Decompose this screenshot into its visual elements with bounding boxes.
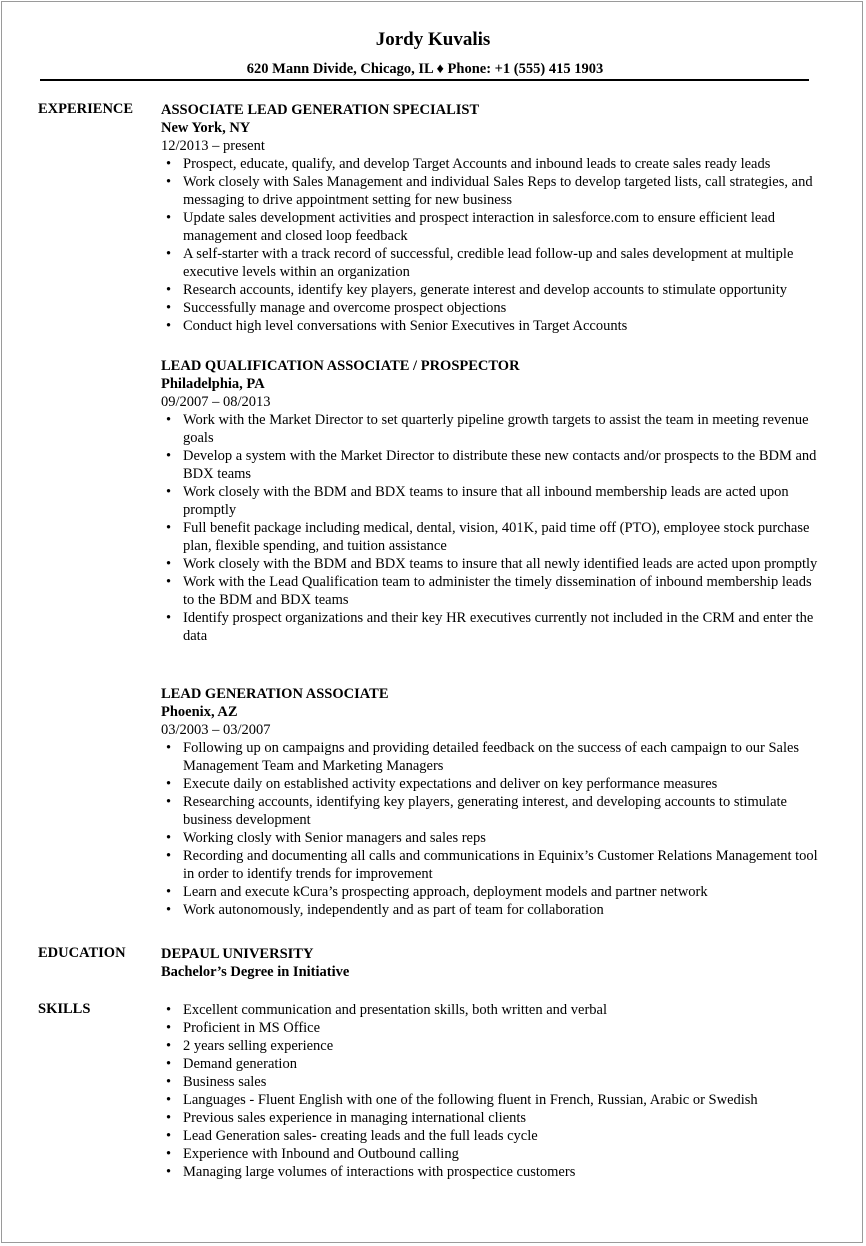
bullet-item: • Successfully manage and overcome prospect objections <box>161 299 821 317</box>
skill-item: • Managing large volumes of interactions with prospectice customers <box>161 1163 821 1181</box>
skills-heading: SKILLS <box>38 1001 91 1017</box>
skill-item: • Demand generation <box>161 1055 821 1073</box>
education-heading: EDUCATION <box>38 945 126 961</box>
candidate-name: Jordy Kuvalis <box>375 29 491 50</box>
bullet-item: • Following up on campaigns and providing detailed feedback on the success of each campaign to our Sales Management Team and Marketing Managers <box>161 739 821 775</box>
bullet-item: • Develop a system with the Market Director to distribute these new contacts and/or prospects to the BDM and BDX teams <box>161 447 821 483</box>
job-2 <box>161 357 821 645</box>
skills-list <box>161 1001 821 1181</box>
bullet-item: • Learn and execute kCura’s prospecting approach, deployment models and partner network <box>161 883 821 901</box>
job-title: LEAD QUALIFICATION ASSOCIATE / PROSPECTOR <box>161 358 520 374</box>
bullet-item: • A self-starter with a track record of successful, credible lead follow-up and sales development at multiple executive levels within an organization <box>161 245 821 281</box>
skill-item: • Previous sales experience in managing international clients <box>161 1109 821 1127</box>
skills-block <box>161 1001 821 1181</box>
skill-item: • 2 years selling experience <box>161 1037 821 1055</box>
job-bullets <box>161 411 821 645</box>
bullet-item: • Work autonomously, independently and as part of team for collaboration <box>161 901 821 919</box>
bullet-item: • Research accounts, identify key players, generate interest and develop accounts to stimulate opportunity <box>161 281 821 299</box>
job-location: Phoenix, AZ <box>161 704 238 720</box>
job-dates: 03/2003 – 03/2007 <box>161 722 271 738</box>
job-1 <box>161 101 821 335</box>
experience-heading: EXPERIENCE <box>38 101 134 117</box>
bullet-item: • Work closely with the BDM and BDX teams to insure that all inbound membership leads are acted upon promptly <box>161 483 821 519</box>
bullet-item: • Full benefit package including medical, dental, vision, 401K, paid time off (PTO), employee stock purchase plan, flexible spending, and tuition assistance <box>161 519 821 555</box>
bullet-item: • Update sales development activities and prospect interaction in salesforce.com to ensure efficient lead management and closed loop feedback <box>161 209 821 245</box>
bullet-item: • Identify prospect organizations and their key HR executives currently not included in the CRM and enter the data <box>161 609 821 645</box>
job-title: LEAD GENERATION ASSOCIATE <box>161 686 389 702</box>
skill-item: • Languages - Fluent English with one of the following fluent in French, Russian, Arabic or Swedish <box>161 1091 821 1109</box>
job-bullets <box>161 739 821 919</box>
skill-item: • Lead Generation sales- creating leads and the full leads cycle <box>161 1127 821 1145</box>
bullet-item: • Prospect, educate, qualify, and develop Target Accounts and inbound leads to create sales ready leads <box>161 155 821 173</box>
degree: Bachelor’s Degree in Initiative <box>161 964 350 980</box>
bullet-item: • Recording and documenting all calls and communications in Equinix’s Customer Relations Management tool in order to identify trends for improvement <box>161 847 821 883</box>
bullet-item: • Work closely with Sales Management and individual Sales Reps to develop targeted lists, call strategies, and messaging to drive appointment setting for new business <box>161 173 821 209</box>
bullet-item: • Researching accounts, identifying key players, generating interest, and developing accounts to stimulate business development <box>161 793 821 829</box>
job-title: ASSOCIATE LEAD GENERATION SPECIALIST <box>161 102 480 118</box>
job-3 <box>161 685 821 919</box>
job-dates: 09/2007 – 08/2013 <box>161 394 271 410</box>
header-divider <box>40 79 809 81</box>
skill-item: • Excellent communication and presentation skills, both written and verbal <box>161 1001 821 1019</box>
school-name: DEPAUL UNIVERSITY <box>161 946 314 962</box>
job-dates: 12/2013 – present <box>161 138 265 154</box>
skill-item: • Proficient in MS Office <box>161 1019 821 1037</box>
bullet-item: • Work with the Lead Qualification team to administer the timely dissemination of inbound membership leads to the BDM and BDX teams <box>161 573 821 609</box>
contact-line: 620 Mann Divide, Chicago, IL ♦ Phone: +1 (555) 415 1903 <box>246 61 604 77</box>
bullet-item: • Working closly with Senior managers and sales reps <box>161 829 821 847</box>
skill-item: • Business sales <box>161 1073 821 1091</box>
skill-item: • Experience with Inbound and Outbound calling <box>161 1145 821 1163</box>
bullet-item: • Conduct high level conversations with Senior Executives in Target Accounts <box>161 317 821 335</box>
education-block <box>161 945 821 981</box>
job-location: Philadelphia, PA <box>161 376 265 392</box>
job-bullets <box>161 155 821 335</box>
bullet-item: • Execute daily on established activity expectations and deliver on key performance measures <box>161 775 821 793</box>
job-location: New York, NY <box>161 120 251 136</box>
bullet-item: • Work with the Market Director to set quarterly pipeline growth targets to assist the team in meeting revenue goals <box>161 411 821 447</box>
bullet-item: • Work closely with the BDM and BDX teams to insure that all newly identified leads are acted upon promptly <box>161 555 821 573</box>
